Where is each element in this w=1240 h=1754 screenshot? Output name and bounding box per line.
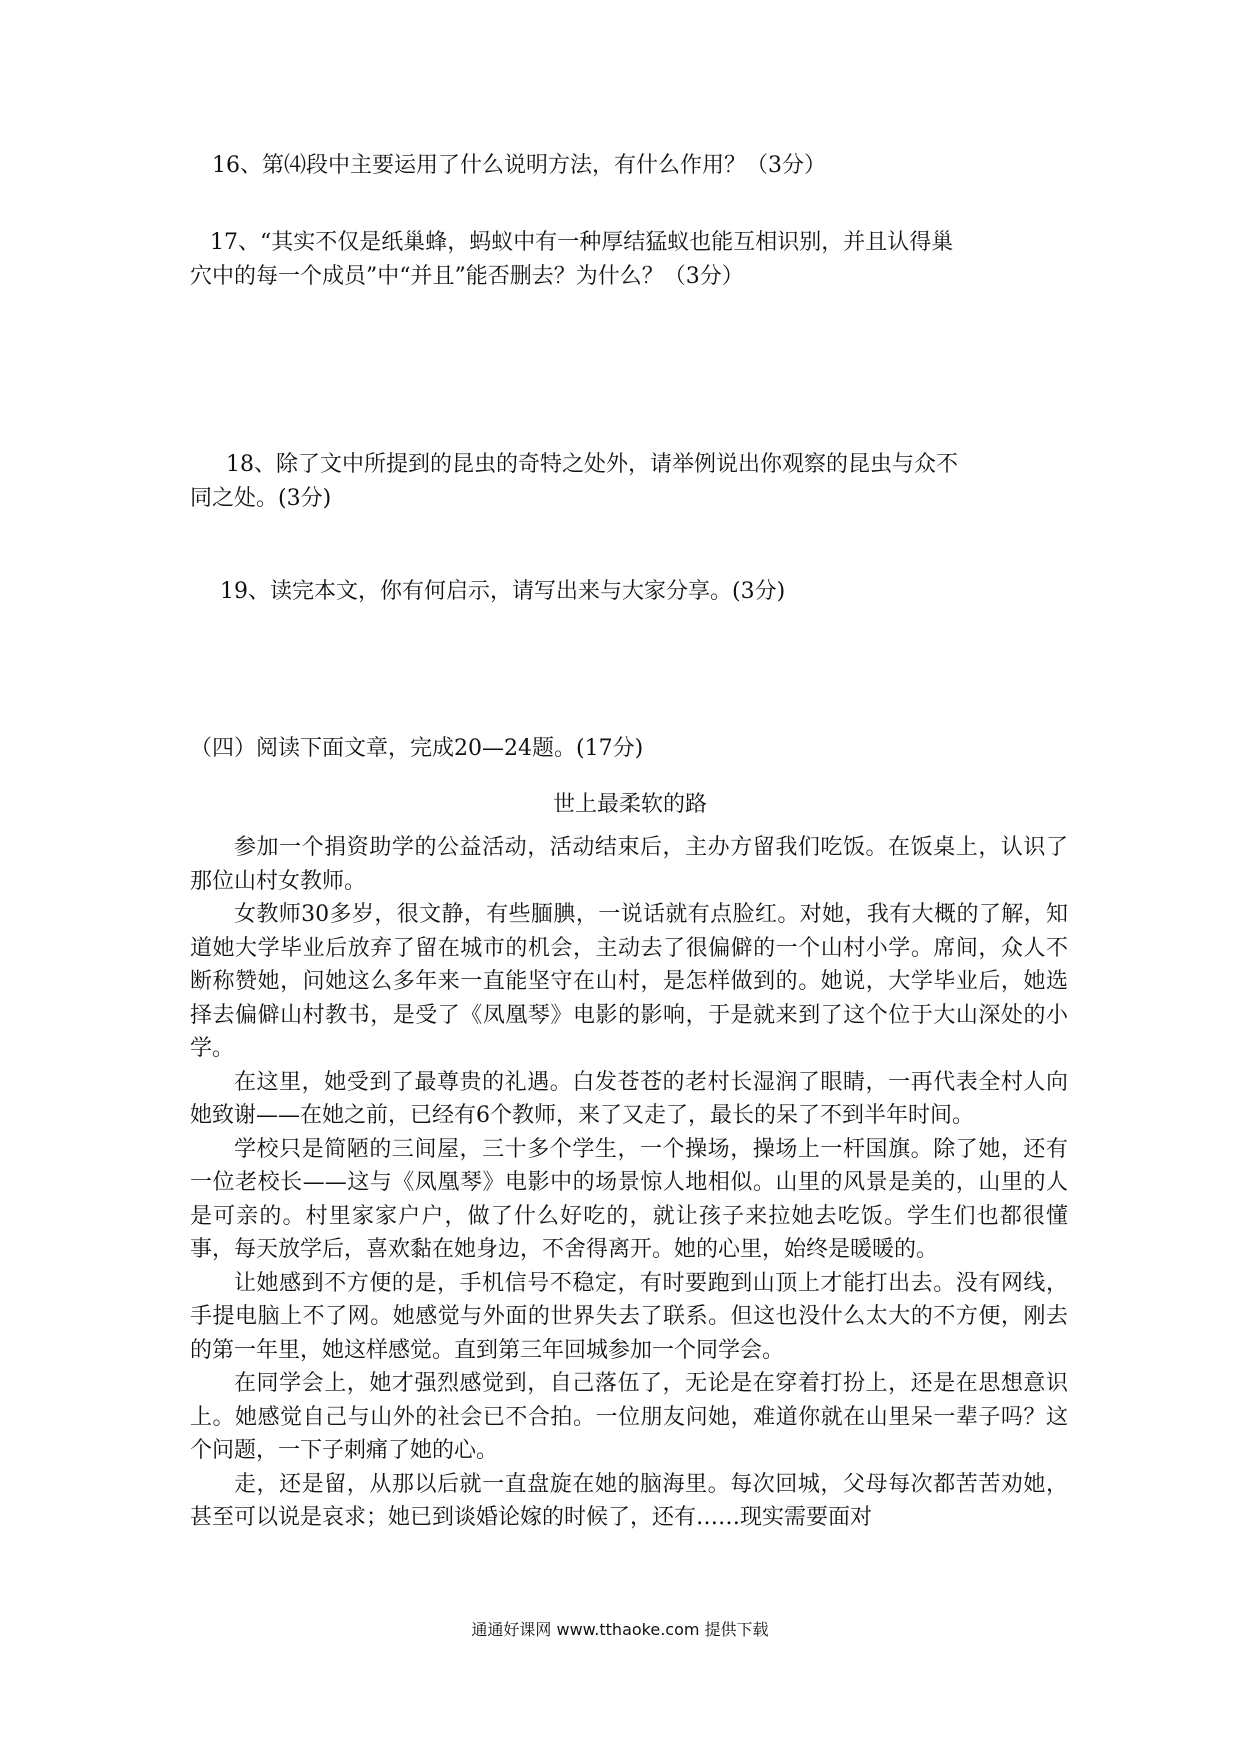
- page-footer: 通通好课网 www.tthaoke.com 提供下载: [471, 1620, 769, 1639]
- article-paragraph: 让她感到不方便的是，手机信号不稳定，有时要跑到山顶上才能打出去。没有网线，手提电脑上不了网。她感觉与外面的世界失去了联系。但这也没什么太大的不方便，刚去的第一年里，她这样感觉。直到第三年回城参加一个同学会。: [190, 1270, 1068, 1363]
- question-19: 19、读完本文，你有何启示，请写出来与大家分享。(3分): [220, 579, 786, 604]
- question-18-line-1: 18、除了文中所提到的昆虫的奇特之处外，请举例说出你观察的昆虫与众不: [226, 452, 958, 477]
- article-paragraph: 女教师30多岁，很文静，有些腼腆，一说话就有点脸红。对她，我有大概的了解，知道她大学毕业后放弃了留在城市的机会，主动去了很偏僻的一个山村小学。席间，众人不断称赞她，问她这么多年来一直能坚守在山村，是怎样做到的。她说，大学毕业后，她选择去偏僻山村教书，是受了《凤凰琴》电影的影响，于是就来到了这个位于大山深处的小学。: [190, 902, 1068, 1061]
- article-paragraph: 参加一个捐资助学的公益活动，活动结束后，主办方留我们吃饭。在饭桌上，认识了那位山村女教师。: [190, 835, 1068, 894]
- article-paragraph: 在这里，她受到了最尊贵的礼遇。白发苍苍的老村长湿润了眼睛，一再代表全村人向她致谢——在她之前，已经有6个教师，来了又走了，最长的呆了不到半年时间。: [190, 1069, 1068, 1128]
- question-18: [190, 448, 1070, 516]
- question-18-line-2: 同之处。(3分): [190, 486, 332, 511]
- article-paragraph: 学校只是简陋的三间屋，三十多个学生，一个操场，操场上一杆国旗。除了她，还有一位老校长——这与《凤凰琴》电影中的场景惊人地相似。山里的风景是美的，山里的人是可亲的。村里家家户户，做了什么好吃的，就让孩子来拉她去吃饭。学生们也都很懂事，每天放学后，喜欢黏在她身边，不舍得离开。她的心里，始终是暖暖的。: [190, 1136, 1068, 1262]
- section-heading: （四）阅读下面文章，完成20—24题。(17分): [190, 736, 644, 761]
- article-paragraph: 在同学会上，她才强烈感觉到，自己落伍了，无论是在穿着打扮上，还是在思想意识上。她感觉自己与山外的社会已不合拍。一位朋友问她，难道你就在山里呆一辈子吗？这个问题，一下子刺痛了她的心。: [190, 1371, 1068, 1463]
- article-body: [190, 831, 1068, 1535]
- question-17: [190, 226, 1070, 294]
- article-title: 世上最柔软的路: [552, 792, 707, 817]
- question-16: 16、第⑷段中主要运用了什么说明方法，有什么作用？（3分）: [212, 153, 826, 178]
- question-17-line-2: 穴中的每一个成员”中“并且”能否删去？为什么？（3分）: [190, 264, 744, 289]
- question-17-line-1: 17、“其实不仅是纸巢蜂，蚂蚁中有一种厚结猛蚁也能互相识别，并且认得巢: [210, 230, 954, 255]
- article-paragraph: 走，还是留，从那以后就一直盘旋在她的脑海里。每次回城，父母每次都苦苦劝她，甚至可以说是哀求；她已到谈婚论嫁的时候了，还有……现实需要面对: [190, 1471, 1068, 1530]
